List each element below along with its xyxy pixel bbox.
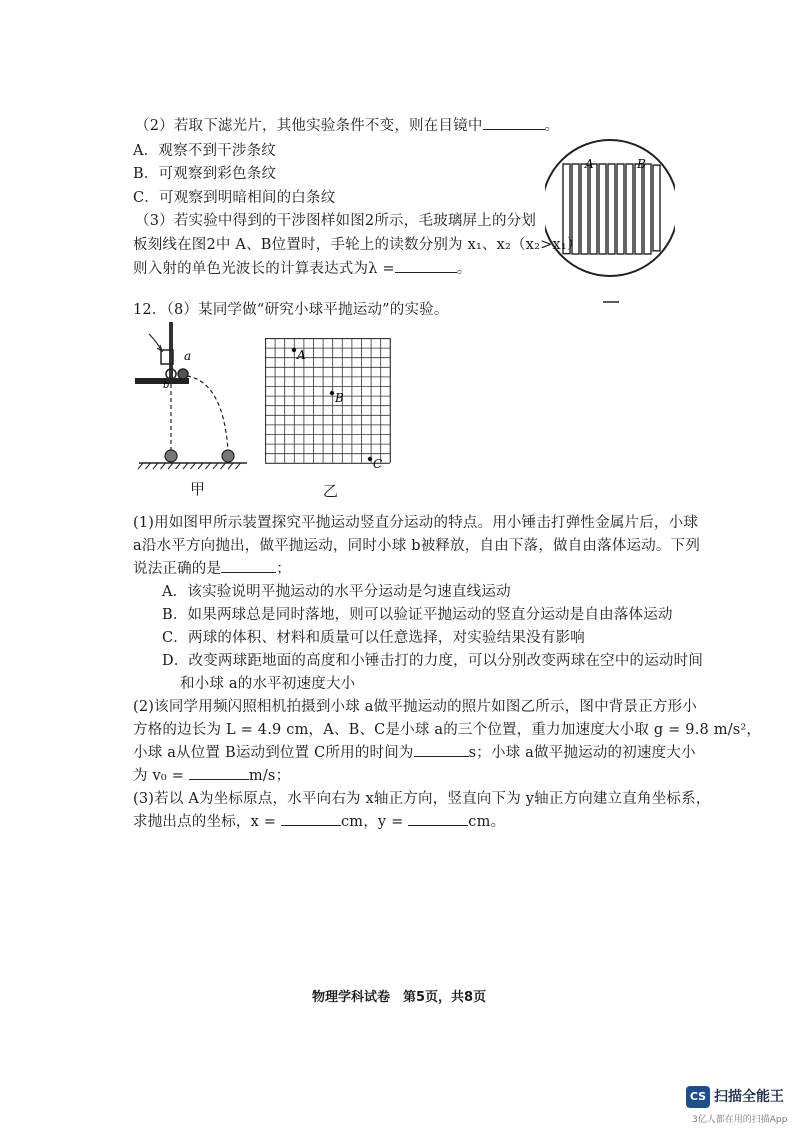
caption-jia: 甲 (190, 480, 206, 498)
hatch-mark (146, 463, 151, 469)
part2-line-1: (2)该同学用频闪照相机拍摄到小球 a做平抛运动的照片如图乙所示，图中背景正方形小 (133, 699, 697, 715)
answer-blank[interactable] (483, 115, 545, 130)
background-grid (265, 338, 390, 463)
part2-text: 小球 a从位置 B运动到位置 C所用的时间为 (133, 745, 414, 761)
ball-a (178, 369, 188, 379)
q3-line-3 (133, 257, 471, 278)
part1-line-2: a沿水平方向抛出，做平抛运动，同时小球 b被释放，自由下落，做自由落体运动。下列 (133, 538, 701, 554)
choice-a: A．该实验说明平抛运动的水平分运动是匀速直线运动 (162, 584, 511, 600)
position-a (292, 348, 296, 352)
part2-line-4 (133, 764, 290, 785)
fringe-stripe (626, 164, 633, 254)
choice-d: D．改变两球距地面的高度和小锤击打的力度，可以分别改变两球在空中的运动时间 (162, 653, 704, 669)
hatch-mark (138, 463, 143, 469)
caption-yi: 乙 (323, 482, 339, 500)
q3-text: 则入射的单色光波长的计算表达式为λ = (133, 261, 395, 277)
fringe-stripe (599, 164, 606, 254)
hatch-mark (161, 463, 166, 469)
question-12-title: 12．（8）某同学做“研究小球平抛运动”的实验。 (133, 302, 449, 318)
part3-line-2 (133, 810, 505, 831)
label-pos-a: A (297, 348, 306, 362)
part3-line-1: (3)若以 A为坐标原点，水平向右为 x轴正方向，竖直向下为 y轴正方向建立直角坐标系， (133, 791, 711, 807)
watermark-name: 扫描全能王 (714, 1089, 784, 1105)
fringe-stripe (635, 164, 642, 254)
fringe-stripe (617, 164, 624, 254)
fringe-stripe (563, 164, 570, 254)
hatch-mark (206, 463, 211, 469)
label-b: b (163, 380, 170, 391)
option-a: A．观察不到干涉条纹 (133, 143, 276, 159)
fringe-stripe (572, 164, 579, 254)
ball-a-landed (222, 450, 234, 462)
q2-text: （2）若取下滤光片，其他实验条件不变，则在目镜中 (135, 118, 483, 134)
hatch-mark (213, 463, 218, 469)
answer-blank[interactable] (281, 811, 341, 826)
hatch-mark (228, 463, 233, 469)
apparatus-figure (135, 320, 250, 470)
hatch-mark (198, 463, 203, 469)
answer-blank[interactable] (395, 258, 457, 273)
camscanner-icon: CS (686, 1086, 710, 1108)
fringe-stripe (644, 164, 651, 254)
fringe-figure (545, 124, 675, 310)
q2-end: 。 (544, 118, 560, 134)
label-a: a (184, 349, 192, 363)
fringe-label-b: B (637, 157, 646, 171)
scanner-watermark (678, 1080, 798, 1128)
part3-text: 求抛出点的坐标，x = (133, 814, 277, 830)
hatch-mark (191, 463, 196, 469)
eyepiece-circle (545, 140, 675, 276)
answer-blank[interactable] (408, 811, 468, 826)
hatch-mark (168, 463, 173, 469)
part2-line-2: 方格的边长为 L = 4.9 cm，A、B、C是小球 a的三个位置，重力加速度大小取 g = 9.8 m/s²， (133, 722, 762, 738)
answer-blank[interactable] (221, 558, 276, 573)
hatch-mark (236, 463, 241, 469)
q2-line (135, 114, 559, 135)
label-pos-b: B (335, 391, 344, 405)
position-c (368, 457, 372, 461)
part1-text: 说法正确的是 (133, 561, 222, 577)
fringe-stripe (608, 164, 615, 254)
choice-d-cont: 和小球 a的水平初速度大小 (180, 676, 356, 692)
ball-b-landed (165, 450, 177, 462)
fringe-label-a: A (585, 157, 594, 171)
fringe-stripe (590, 164, 597, 254)
page-footer: 物理学科试卷 第5页，共8页 (312, 990, 487, 1005)
answer-blank[interactable] (414, 742, 469, 757)
hatch-mark (153, 463, 158, 469)
answer-blank[interactable] (189, 765, 249, 780)
hatch-mark (183, 463, 188, 469)
position-b (330, 391, 334, 395)
hatch-mark (221, 463, 226, 469)
part2-v0: 为 v₀ = (133, 768, 185, 784)
projectile-path-a (187, 376, 228, 450)
q3-end: 。 (456, 261, 472, 277)
q3-line-2: 板刻线在图2中 A、B位置时，手轮上的读数分别为 x₁、x₂（x₂>x₁） (133, 237, 582, 253)
part1-line-3 (133, 557, 291, 578)
part3-end: cm。 (468, 814, 506, 830)
fringe-stripe (581, 164, 588, 254)
part1-line-1: (1)用如图甲所示装置探究平抛运动竖直分运动的特点。用小锤击打弹性金属片后，小球 (133, 515, 699, 531)
grid-figure (265, 338, 395, 473)
watermark-subtitle: 3亿人都在用的扫描App (692, 1115, 788, 1125)
part3-mid: cm，y = (340, 814, 404, 830)
fringe-stripe (653, 165, 660, 251)
part2-line-3 (133, 741, 696, 762)
hammer-arrow (149, 334, 161, 350)
ground-hatch (138, 463, 241, 469)
hatch-mark (176, 463, 181, 469)
q3-line-1: （3）若实验中得到的干涉图样如图2所示，毛玻璃屏上的分划 (135, 213, 537, 229)
part1-end: ； (276, 561, 291, 577)
option-c: C．可观察到明暗相间的白条纹 (133, 190, 336, 206)
part2-unit: m/s； (248, 768, 291, 784)
part2-mid: s；小球 a做平抛运动的初速度大小 (468, 745, 696, 761)
fringe-stripes (563, 164, 660, 254)
choice-b: B．如果两球总是同时落地，则可以验证平抛运动的竖直分运动是自由落体运动 (162, 607, 673, 623)
label-pos-c: C (373, 457, 383, 471)
choice-c: C．两球的体积、材料和质量可以任意选择，对实验结果没有影响 (162, 630, 585, 646)
option-b: B．可观察到彩色条纹 (133, 166, 277, 182)
